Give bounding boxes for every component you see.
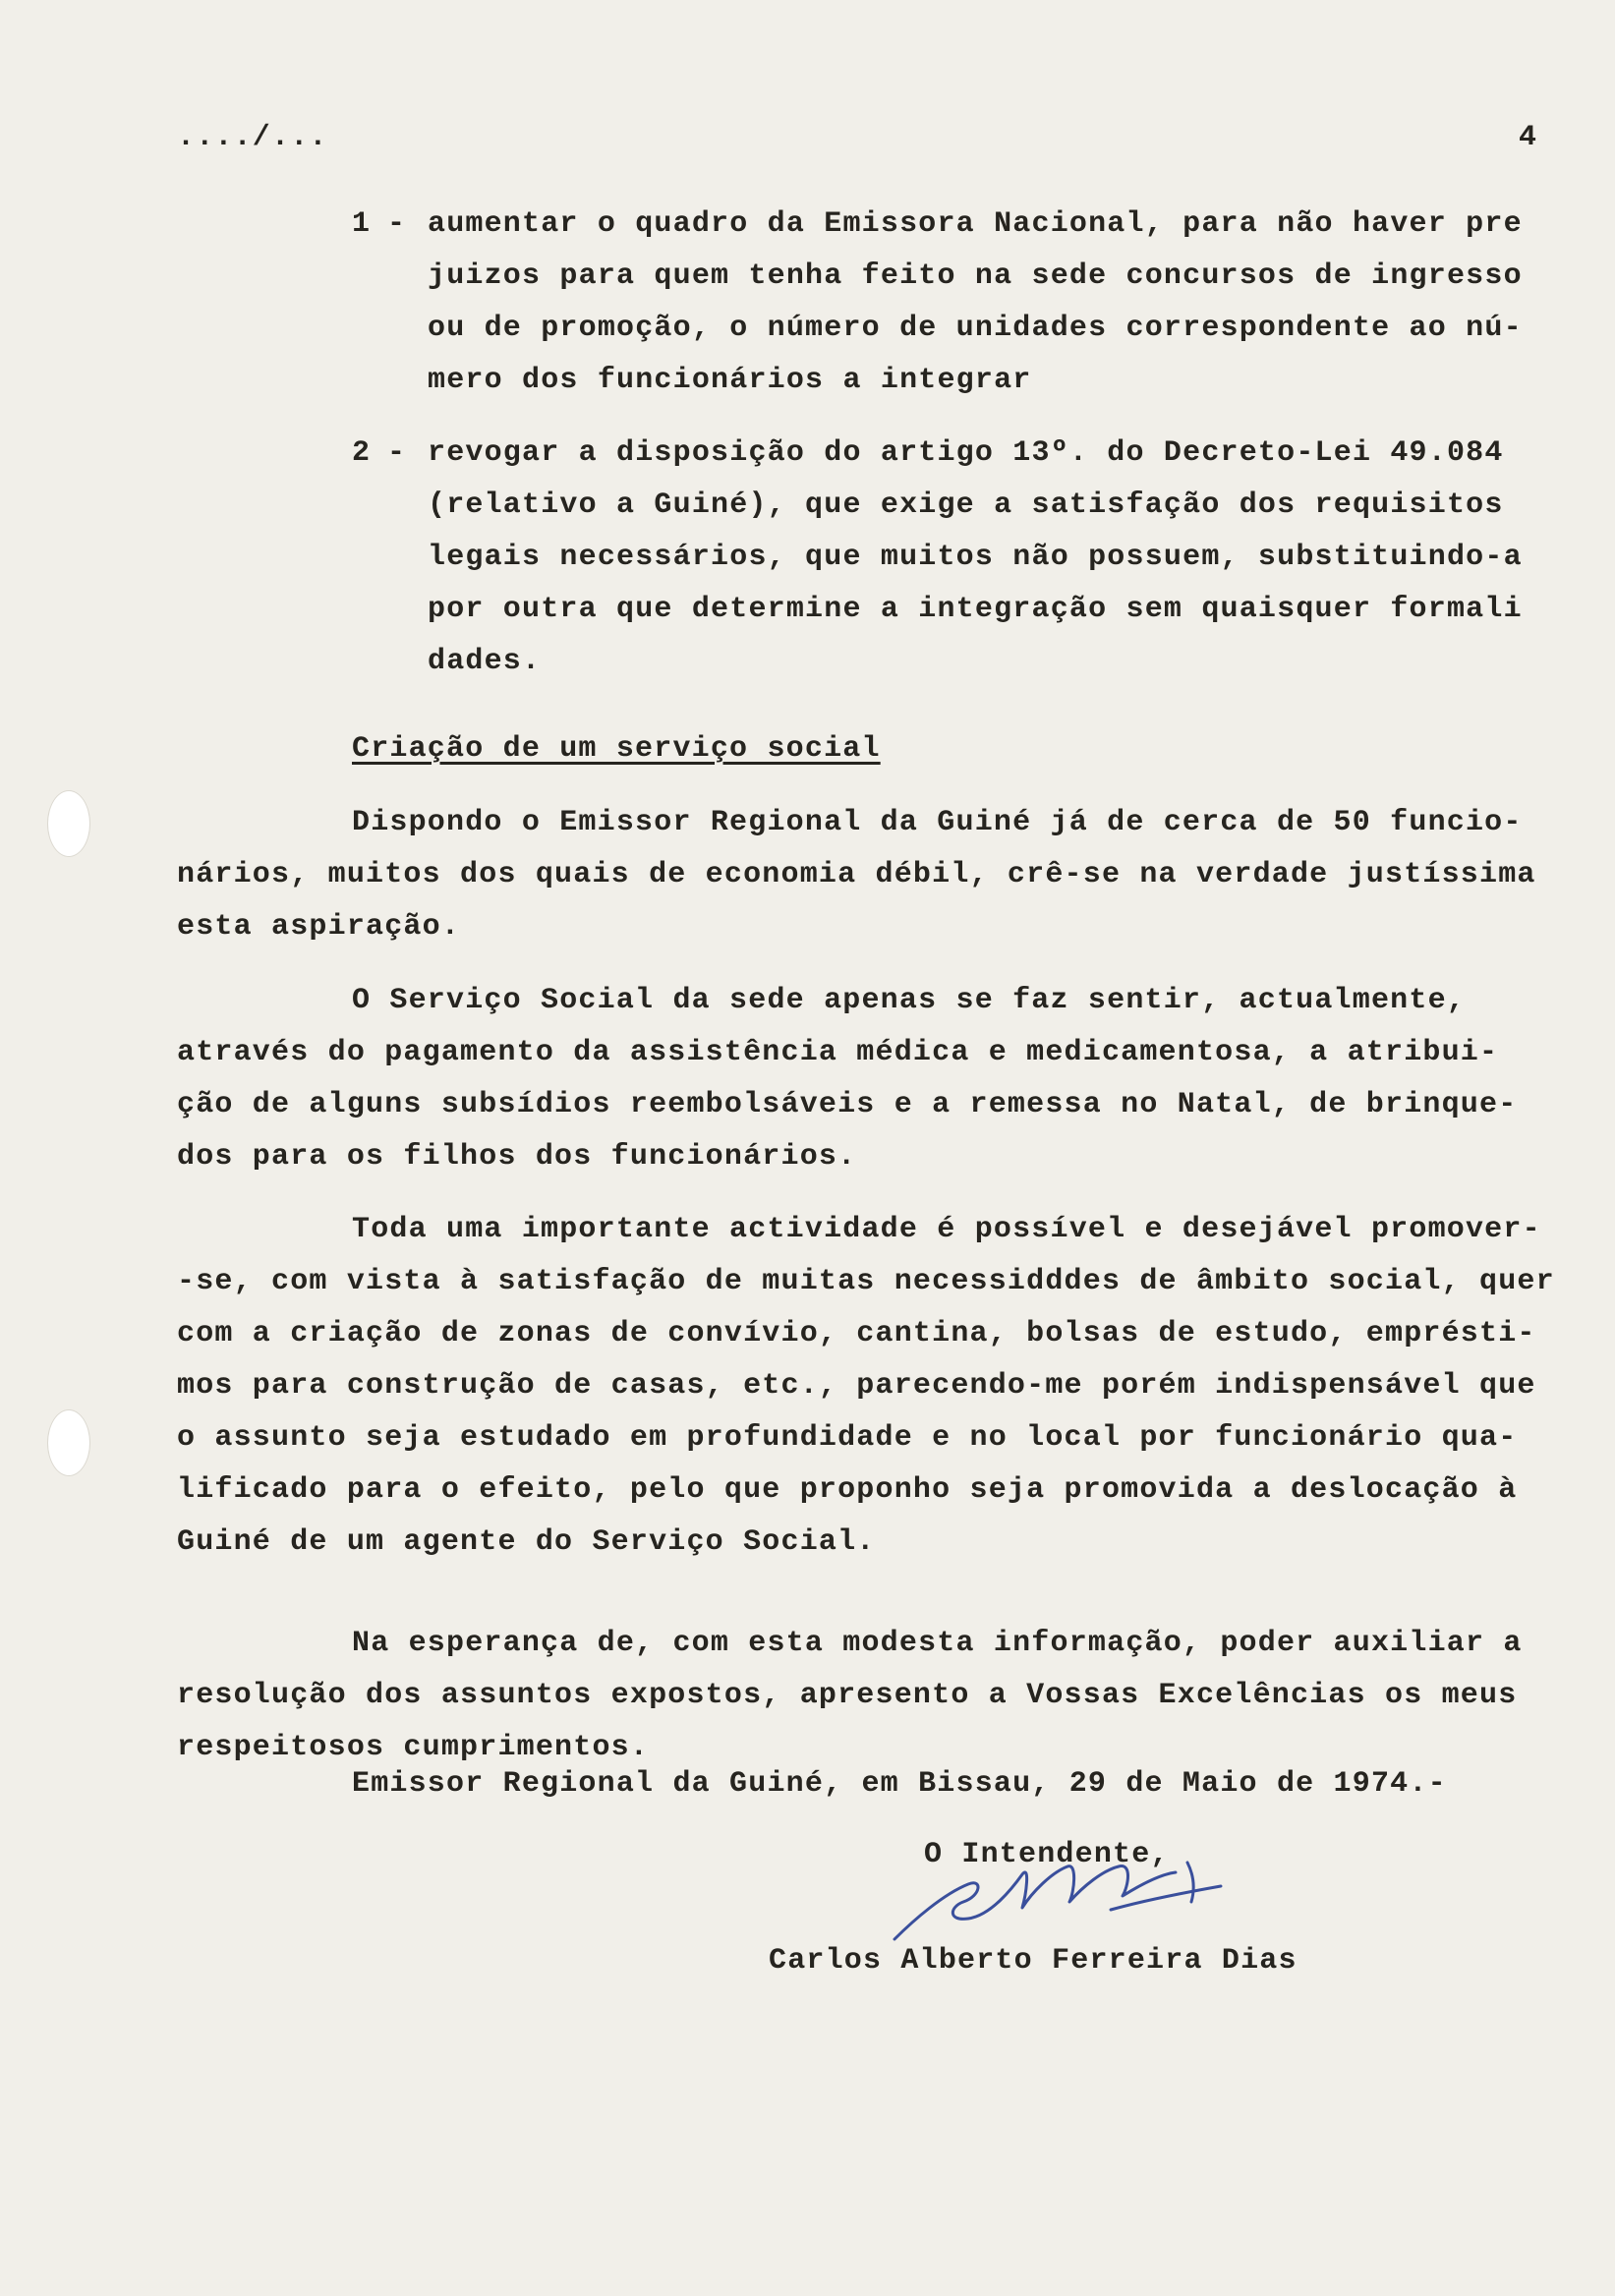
list-item-line: aumentar o quadro da Emissora Nacional, para não haver pre [428,207,1523,241]
punch-hole-bottom [47,1409,90,1476]
signatory-title: O Intendente, [924,1838,1170,1871]
list-item-line: ou de promoção, o número de unidades correspondente ao nú- [428,312,1523,345]
paragraph-line: Toda uma importante actividade é possível e desejável promover- [352,1213,1541,1246]
place-date-line: Emissor Regional da Guiné, em Bissau, 29 de Maio de 1974.- [352,1767,1447,1801]
handwritten-signature [875,1823,1248,1961]
continuation-mark: ..../... [177,121,328,154]
signatory-name: Carlos Alberto Ferreira Dias [769,1944,1298,1978]
list-item-line: revogar a disposição do artigo 13º. do Decreto-Lei 49.084 [428,436,1504,470]
list-item-line: juizos para quem tenha feito na sede concursos de ingresso [428,259,1523,293]
paragraph-line: dos para os filhos dos funcionários. [177,1140,857,1174]
paragraph-line: resolução dos assuntos expostos, apresento a Vossas Excelências os meus [177,1679,1518,1712]
paragraph-line: lificado para o efeito, pelo que proponho seja promovida a deslocação à [177,1473,1518,1507]
paragraph-line: esta aspiração. [177,910,461,944]
section-heading: Criação de um serviço social [352,732,881,766]
list-item-number: 2 - [352,436,406,470]
paragraph-line: Guiné de um agente do Serviço Social. [177,1525,876,1559]
list-item-line: dades. [428,645,542,678]
list-item-line: legais necessários, que muitos não possuem, substituindo-a [428,541,1523,574]
paragraph-line: Na esperança de, com esta modesta informação, poder auxiliar a [352,1627,1523,1660]
punch-hole-top [47,790,90,857]
paragraph-line: nários, muitos dos quais de economia débil, crê-se na verdade justíssima [177,858,1536,891]
paragraph-line: Dispondo o Emissor Regional da Guiné já de cerca de 50 funcio- [352,806,1523,839]
paragraph-line: ção de alguns subsídios reembolsáveis e a remessa no Natal, de brinque- [177,1088,1518,1121]
list-item-line: (relativo a Guiné), que exige a satisfação dos requisitos [428,488,1504,522]
paragraph-line: O Serviço Social da sede apenas se faz sentir, actualmente, [352,984,1466,1017]
paragraph-line: com a criação de zonas de convívio, cantina, bolsas de estudo, emprésti- [177,1317,1536,1350]
list-item-line: mero dos funcionários a integrar [428,364,1032,397]
list-item-line: por outra que determine a integração sem quaisquer formali [428,593,1523,626]
paragraph-line: respeitosos cumprimentos. [177,1731,650,1764]
paragraph-line: o assunto seja estudado em profundidade e no local por funcionário qua- [177,1421,1518,1455]
paragraph-line: através do pagamento da assistência médica e medicamentosa, a atribui- [177,1036,1499,1069]
page-number: 4 [1519,121,1538,154]
paragraph-line: -se, com vista à satisfação de muitas necessidddes de âmbito social, quer [177,1265,1555,1298]
paragraph-line: mos para construção de casas, etc., parecendo-me porém indispensável que [177,1369,1536,1403]
list-item-number: 1 - [352,207,406,241]
